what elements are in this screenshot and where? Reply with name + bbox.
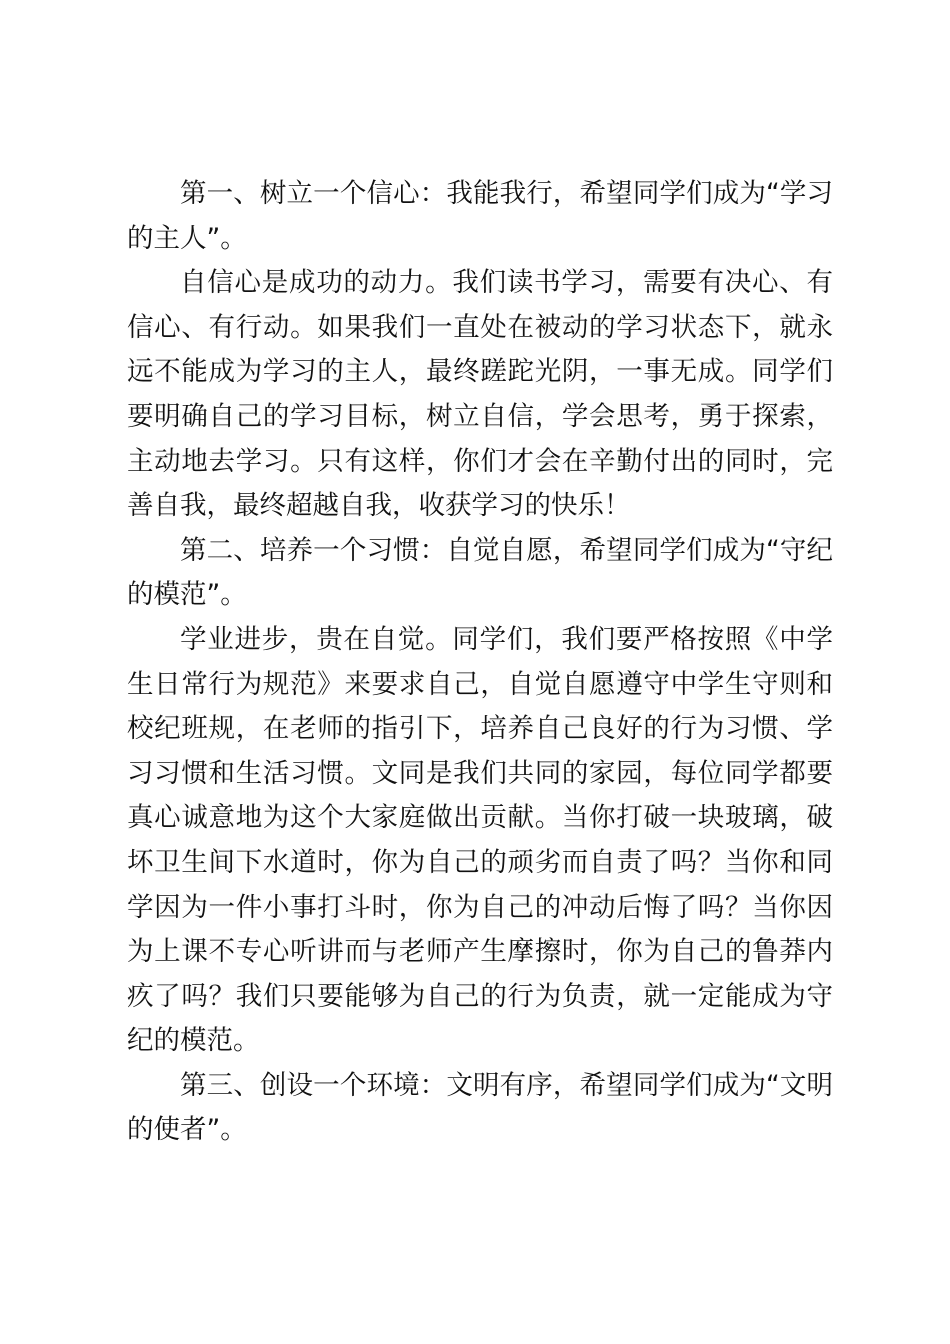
document-body — [127, 172, 833, 1153]
paragraph-heading-3: 第三、创设一个环境：文明有序，希望同学们成为“文明的使者”。 — [127, 1069, 833, 1146]
paragraph-body-2: 学业进步，贵在自觉。同学们，我们要严格按照《中学生日常行为规范》来要求自己，自觉自愿遵守中学生守则和校纪班规，在老师的指引下，培养自己良好的行为习惯、学习习惯和生活习惯。文同是我们共同的家园，每位同学都要真心诚意地为这个大家庭做出贡献。当你打破一块玻璃，破坏卫生间下水道时，你为自己的顽劣而自责了吗？当你和同学因为一件小事打斗时，你为自己的冲动后悔了吗？当你因为上课不专心听讲而与老师产生摩擦时，你为自己的鲁莽内疚了吗？我们只要能够为自己的行为负责，就一定能成为守纪的模范。 — [127, 623, 833, 1057]
paragraph-heading-1: 第一、树立一个信心：我能我行，希望同学们成为“学习的主人”。 — [127, 178, 833, 254]
paragraph-body-1: 自信心是成功的动力。我们读书学习，需要有决心、有信心、有行动。如果我们一直处在被动的学习状态下，就永远不能成为学习的主人，最终蹉跎光阴，一事无成。同学们要明确自己的学习目标，树立自信，学会思考，勇于探索，主动地去学习。只有这样，你们才会在辛勤付出的同时，完善自我，最终超越自我，收获学习的快乐！ — [127, 267, 833, 522]
paragraph-heading-2: 第二、培养一个习惯：自觉自愿，希望同学们成为“守纪的模范”。 — [127, 534, 833, 611]
